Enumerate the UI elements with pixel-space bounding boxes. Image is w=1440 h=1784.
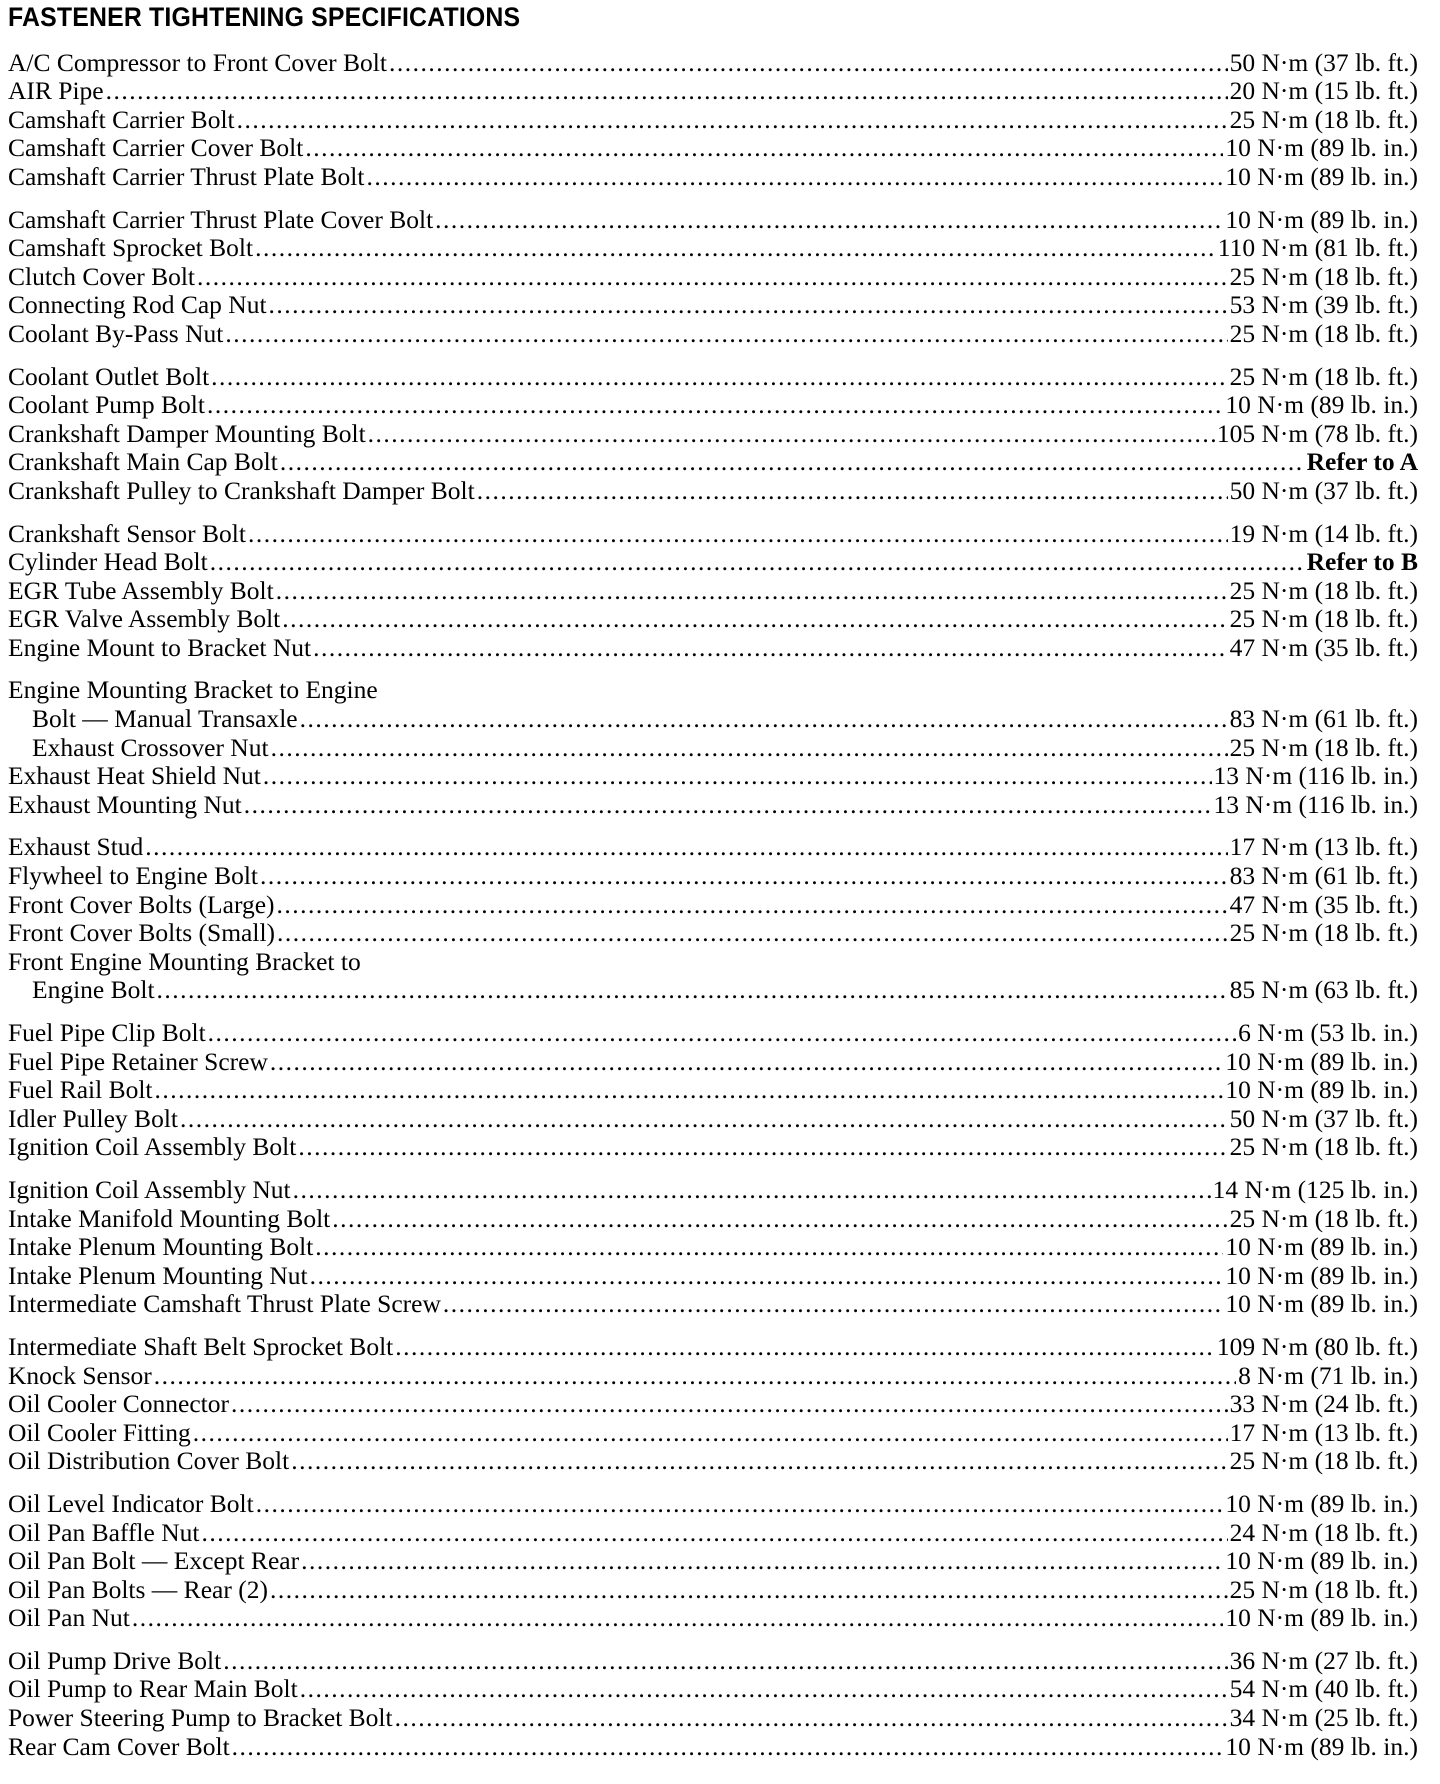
spec-row [8,919,1418,948]
dot-leader [293,1176,1211,1204]
torque-value: 24 N·m (18 lb. ft.) [1229,1517,1418,1547]
spec-group [8,1018,1418,1161]
spec-row [8,733,1418,762]
fastener-name: Oil Distribution Cover Bolt [8,1446,290,1476]
fastener-name: AIR Pipe [8,76,104,106]
fastener-name: Camshaft Carrier Cover Bolt [8,133,304,163]
spec-row [8,704,1418,733]
spec-row [8,861,1418,890]
fastener-name: Fuel Pipe Retainer Screw [8,1046,268,1076]
fastener-name: Oil Pump to Rear Main Bolt [8,1674,298,1704]
dot-leader [368,420,1215,448]
spec-row [8,1489,1418,1518]
torque-value: 10 N·m (89 lb. in.) [1225,161,1418,191]
fastener-name: Crankshaft Sensor Bolt [8,518,246,548]
dot-leader [197,263,1228,291]
fastener-name: Exhaust Heat Shield Nut [8,761,261,791]
spec-row [8,762,1418,791]
fastener-name: Front Cover Bolts (Large) [8,889,275,919]
fastener-name: Idler Pulley Bolt [8,1103,178,1133]
fastener-name: Oil Cooler Fitting [8,1417,191,1447]
fastener-name: Front Engine Mounting Bracket to [8,946,361,976]
dot-leader [260,862,1228,890]
spec-row [8,162,1418,191]
dot-leader [232,1733,1224,1761]
dot-leader [300,705,1228,733]
spec-row [8,976,1418,1005]
dot-leader [300,1675,1228,1703]
spec-row [8,519,1418,548]
torque-value: 25 N·m (18 lb. ft.) [1229,575,1418,605]
spec-group [8,1489,1418,1632]
fastener-name: Crankshaft Damper Mounting Bolt [8,418,366,448]
torque-value: 10 N·m (89 lb. in.) [1225,1046,1418,1076]
spec-row [8,48,1418,77]
dot-leader [270,1048,1223,1076]
spec-row [8,1332,1418,1361]
torque-value: 10 N·m (89 lb. in.) [1225,1289,1418,1319]
spec-row [8,1675,1418,1704]
fastener-name: Crankshaft Pulley to Crankshaft Damper Bolt [8,475,475,505]
torque-value: 47 N·m (35 lb. ft.) [1229,632,1418,662]
spec-group [8,1175,1418,1318]
dot-leader [193,1419,1228,1447]
spec-row [8,362,1418,391]
torque-value: 20 N·m (15 lb. ft.) [1229,76,1418,106]
dot-leader [155,1076,1224,1104]
spec-row [8,262,1418,291]
fastener-name: Coolant Outlet Bolt [8,361,210,391]
fastener-name: Ignition Coil Assembly Bolt [8,1132,297,1162]
torque-value: 34 N·m (25 lb. ft.) [1229,1703,1418,1733]
dot-leader [201,1519,1227,1547]
fastener-name: Engine Mounting Bracket to Engine [8,675,378,705]
dot-leader [298,1133,1227,1161]
spec-group [8,1332,1418,1475]
torque-value: 25 N·m (18 lb. ft.) [1229,104,1418,134]
dot-leader [248,520,1228,548]
torque-value: 10 N·m (89 lb. in.) [1225,1260,1418,1290]
dot-leader [225,320,1227,348]
dot-leader [366,163,1223,191]
dot-leader [180,1105,1228,1133]
torque-value: 83 N·m (61 lb. ft.) [1229,704,1418,734]
fastener-name: Clutch Cover Bolt [8,261,195,291]
dot-leader [145,833,1227,861]
page-title: FASTENER TIGHTENING SPECIFICATIONS [8,2,521,32]
dot-leader [310,1262,1224,1290]
spec-row [8,319,1418,348]
torque-value: 10 N·m (89 lb. in.) [1225,204,1418,234]
fastener-name: Crankshaft Main Cap Bolt [8,447,278,477]
dot-leader [271,734,1228,762]
torque-value: 25 N·m (18 lb. ft.) [1229,1446,1418,1476]
torque-value: 25 N·m (18 lb. ft.) [1229,361,1418,391]
dot-leader [277,919,1228,947]
spec-row [8,605,1418,634]
dot-leader [154,1362,1236,1390]
torque-value: 25 N·m (18 lb. ft.) [1229,1132,1418,1162]
torque-value: 25 N·m (18 lb. ft.) [1229,604,1418,634]
dot-leader [389,49,1228,77]
torque-value: 50 N·m (37 lb. ft.) [1229,47,1418,77]
torque-value: 109 N·m (80 lb. ft.) [1216,1331,1418,1361]
dot-leader [270,1576,1228,1604]
fastener-name: EGR Tube Assembly Bolt [8,575,274,605]
dot-leader [395,1704,1228,1732]
fastener-name: Exhaust Stud [8,832,144,862]
fastener-name: Front Cover Bolts (Small) [8,918,276,948]
dot-leader [477,477,1228,505]
torque-value: 110 N·m (81 lb. ft.) [1217,233,1418,263]
dot-leader [208,1019,1236,1047]
spec-group [8,1646,1418,1760]
spec-row [8,291,1418,320]
spec-row [8,234,1418,263]
fastener-name: Rear Cam Cover Bolt [8,1731,230,1761]
torque-value: 6 N·m (53 lb. in.) [1238,1018,1418,1047]
torque-value: 10 N·m (89 lb. in.) [1225,1546,1418,1576]
fastener-name: Intake Plenum Mounting Bolt [8,1232,314,1262]
spec-row [8,1076,1418,1105]
fastener-name: Camshaft Sprocket Bolt [8,233,254,263]
spec-row [8,1133,1418,1162]
torque-value: 47 N·m (35 lb. ft.) [1229,889,1418,919]
fastener-name: Oil Pan Nut [8,1603,130,1633]
fastener-name: Coolant By-Pass Nut [8,318,224,348]
torque-value: 25 N·m (18 lb. ft.) [1229,1574,1418,1604]
spec-group [8,48,1418,191]
fastener-name: Fuel Pipe Clip Bolt [8,1018,206,1047]
spec-row [8,1418,1418,1447]
spec-row [8,1703,1418,1732]
dot-leader [443,1290,1223,1318]
fastener-name: Ignition Coil Assembly Nut [8,1174,291,1204]
dot-leader [263,762,1212,790]
torque-value: 36 N·m (27 lb. ft.) [1229,1645,1418,1675]
torque-value: 14 N·m (125 lb. in.) [1212,1174,1418,1204]
torque-value: 83 N·m (61 lb. ft.) [1229,861,1418,891]
fastener-name: Coolant Pump Bolt [8,390,205,420]
torque-value: 85 N·m (63 lb. ft.) [1229,975,1418,1005]
dot-leader [237,106,1228,134]
torque-value: 10 N·m (89 lb. in.) [1225,1075,1418,1105]
spec-row [8,1732,1418,1761]
dot-leader [291,1447,1227,1475]
fastener-name: Intake Plenum Mounting Nut [8,1260,308,1290]
spec-row [8,1261,1418,1290]
fastener-name: Power Steering Pump to Bracket Bolt [8,1703,393,1733]
spec-row [8,1361,1418,1390]
spec-row [8,790,1418,819]
torque-value: 10 N·m (89 lb. in.) [1225,133,1418,163]
spec-row [8,548,1418,577]
spec-row [8,1604,1418,1633]
dot-leader [157,976,1228,1004]
dot-leader [277,891,1228,919]
torque-value: 8 N·m (71 lb. in.) [1238,1360,1418,1390]
spec-row [8,1518,1418,1547]
spec-group [8,205,1418,348]
dot-leader [231,1390,1228,1418]
spec-row [8,1175,1418,1204]
dot-leader [282,605,1227,633]
fastener-name: Connecting Rod Cap Nut [8,290,267,320]
fastener-name: Oil Pan Bolt — Except Rear [8,1546,300,1576]
fastener-name: Engine Bolt [32,975,155,1005]
spec-row [8,1047,1418,1076]
fastener-name: Oil Pump Drive Bolt [8,1645,222,1675]
spec-group [8,519,1418,662]
spec-row [8,448,1418,477]
torque-value: 10 N·m (89 lb. in.) [1225,1731,1418,1761]
fastener-name: Fuel Rail Bolt [8,1075,153,1105]
fastener-name: Engine Mount to Bracket Nut [8,632,312,662]
fastener-name: Intermediate Camshaft Thrust Plate Screw [8,1289,441,1319]
spec-row [8,205,1418,234]
fastener-name: Knock Sensor [8,1360,152,1390]
fastener-name: A/C Compressor to Front Cover Bolt [8,47,387,77]
torque-value: 10 N·m (89 lb. in.) [1225,390,1418,420]
spec-row [8,1018,1418,1047]
torque-value: 13 N·m (116 lb. in.) [1213,789,1418,819]
fastener-name: EGR Valve Assembly Bolt [8,604,281,634]
fastener-name: Exhaust Mounting Nut [8,789,242,819]
dot-leader [332,1205,1227,1233]
spec-row [8,576,1418,605]
fastener-name: Bolt — Manual Transaxle [32,704,298,734]
spec-group [8,362,1418,505]
spec-row [8,419,1418,448]
spec-row [8,1204,1418,1233]
dot-leader [301,1547,1223,1575]
spec-row [8,1646,1418,1675]
torque-value: 10 N·m (89 lb. in.) [1225,1488,1418,1518]
spec-row [8,1233,1418,1262]
spec-row [8,476,1418,505]
spec-row [8,1104,1418,1133]
fastener-name: Cylinder Head Bolt [8,547,208,577]
spec-row [8,1290,1418,1319]
spec-row [8,833,1418,862]
torque-value: Refer to A [1306,447,1418,477]
dot-leader [395,1333,1215,1361]
spec-row [8,1447,1418,1476]
spec-row [8,1390,1418,1419]
fastener-name: Oil Cooler Connector [8,1389,229,1419]
torque-value: 50 N·m (37 lb. ft.) [1229,1103,1418,1133]
spec-row [8,391,1418,420]
torque-value: 10 N·m (89 lb. in.) [1225,1232,1418,1262]
dot-leader [313,634,1227,662]
dot-leader [207,391,1223,419]
torque-value: 25 N·m (18 lb. ft.) [1229,318,1418,348]
torque-value: 17 N·m (13 lb. ft.) [1229,1417,1418,1447]
dot-leader [269,291,1228,319]
spec-row [8,105,1418,134]
spec-list [8,48,1418,1775]
dot-leader [211,363,1227,391]
spec-row [8,1547,1418,1576]
spec-subheading-row [8,676,1418,705]
torque-value: 10 N·m (89 lb. in.) [1225,1603,1418,1633]
spec-row [8,890,1418,919]
dot-leader [280,448,1305,476]
torque-value: 19 N·m (14 lb. ft.) [1229,518,1418,548]
fastener-name: Camshaft Carrier Thrust Plate Cover Bolt [8,204,434,234]
torque-value: 17 N·m (13 lb. ft.) [1229,832,1418,862]
torque-value: 25 N·m (18 lb. ft.) [1229,732,1418,762]
dot-leader [244,791,1212,819]
spec-group [8,833,1418,1005]
spec-row [8,633,1418,662]
dot-leader [305,134,1223,162]
spec-row [8,134,1418,163]
torque-value: 25 N·m (18 lb. ft.) [1229,918,1418,948]
torque-value: 33 N·m (24 lb. ft.) [1229,1389,1418,1419]
spec-group [8,676,1418,819]
dot-leader [223,1647,1227,1675]
fastener-name: Oil Level Indicator Bolt [8,1488,254,1518]
fastener-name: Camshaft Carrier Thrust Plate Bolt [8,161,365,191]
torque-value: 54 N·m (40 lb. ft.) [1229,1674,1418,1704]
torque-value: 53 N·m (39 lb. ft.) [1229,290,1418,320]
fastener-name: Intermediate Shaft Belt Sprocket Bolt [8,1331,394,1361]
fastener-name: Oil Pan Baffle Nut [8,1517,200,1547]
torque-value: 105 N·m (78 lb. ft.) [1216,418,1418,448]
torque-value: Refer to B [1306,547,1418,577]
torque-value: 25 N·m (18 lb. ft.) [1229,261,1418,291]
spec-subheading-row [8,947,1418,976]
dot-leader [256,1490,1224,1518]
spec-row [8,1575,1418,1604]
dot-leader [255,234,1216,262]
dot-leader [210,548,1305,576]
dot-leader [315,1233,1223,1261]
spec-row [8,77,1418,106]
fastener-name: Oil Pan Bolts — Rear (2) [8,1574,268,1604]
dot-leader [276,577,1228,605]
dot-leader [106,77,1228,105]
torque-value: 25 N·m (18 lb. ft.) [1229,1203,1418,1233]
torque-value: 50 N·m (37 lb. ft.) [1229,475,1418,505]
fastener-name: Exhaust Crossover Nut [32,732,269,762]
dot-leader [435,206,1223,234]
dot-leader [132,1604,1224,1632]
fastener-name: Intake Manifold Mounting Bolt [8,1203,331,1233]
fastener-name: Camshaft Carrier Bolt [8,104,235,134]
torque-value: 13 N·m (116 lb. in.) [1213,761,1418,791]
fastener-name: Flywheel to Engine Bolt [8,861,259,891]
